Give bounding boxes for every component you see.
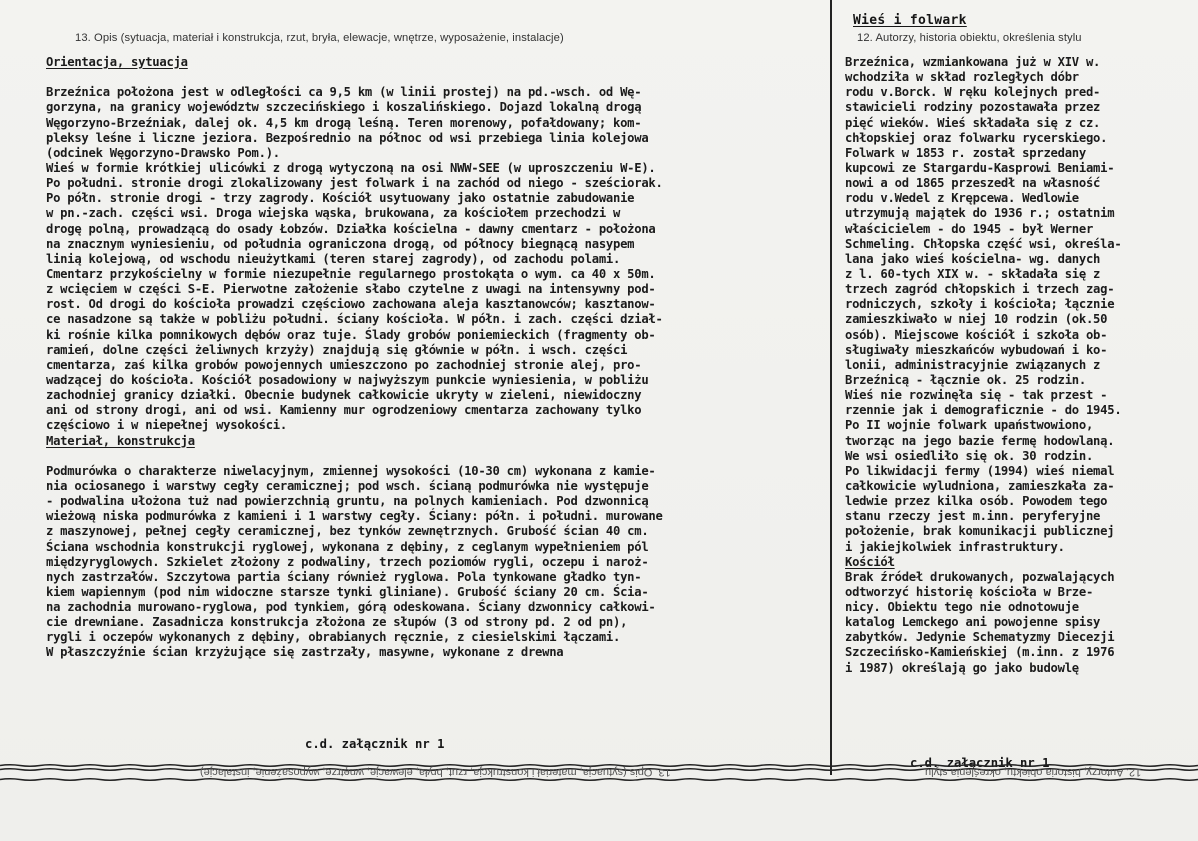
text-line: sługiwały mieszkańców wybudowań i ko- — [845, 342, 1108, 357]
text-line: Schmeling. Chłopska część wsi, określa- — [845, 236, 1122, 251]
text-line: pleksy leśne i liczne jeziora. Bezpośrednio na północ od wsi przebiega linia kolejowa — [46, 130, 649, 145]
text-line: tworząc na jego bazie fermę hodowlaną. — [845, 433, 1115, 448]
text-line: gorzyna, na granicy województw szczecińskiego i koszalińskiego. Dojazd lokalną drogą — [46, 100, 642, 115]
text-line: rodniczych, szkoły i kościoła; łącznie — [845, 297, 1115, 312]
text-line: cmentarza, zaś kilka grobów powojennych umieszczono po zachodniej stronie alej, pro- — [46, 357, 642, 372]
wavy-rule-bottom — [0, 778, 1198, 781]
text-line: nia ociosanego i warstwy cegły ceramicznej; pod wsch. ścianą podmurówka nie występuje — [46, 478, 649, 493]
text-line: i 1987) określają go jako budowlę — [845, 660, 1079, 675]
text-line: Cmentarz przykościelny w formie niezupełnie regularnego prostokąta o wym. ca 40 x 50m. — [46, 266, 656, 281]
text-line: wieżową niska podmurówka z kamieni i 1 warstwy cegły. Ściany: półn. i południ. murowane — [46, 509, 663, 524]
section-heading: Kościół — [845, 554, 895, 569]
history-text — [845, 55, 1121, 676]
text-line: nych zastrzałów. Szczytowa partia ściany również ryglowa. Pola tynkowane gładko tyn- — [46, 569, 642, 584]
text-line — [46, 449, 663, 464]
text-line: - podwalina ułożona tuż nad powierzchnią gruntu, na polnych kamieniach. Pod dzwonnicą — [46, 494, 649, 509]
text-line: Po południ. stronie drogi zlokalizowany jest folwark i na zachód od niego - sześciorak. — [46, 176, 663, 191]
text-line: i jakiejkolwiek infrastruktury. — [845, 539, 1065, 554]
text-line: katalog Lemckego ani powojenne spisy — [845, 615, 1101, 630]
right-section-title: Wieś i folwark — [853, 13, 967, 28]
text-line: ledwie przez kilka osób. Powodem tego — [845, 494, 1108, 509]
text-line: Po półn. stronie drogi - trzy zagrody. Kościół usytuowany jako ostatnie zabudowanie — [46, 191, 635, 206]
text-line: rzennie jak i demograficznie - do 1945. — [845, 403, 1122, 418]
text-line: nowi a od 1865 przeszedł na własność — [845, 176, 1101, 191]
text-line: w pn.-zach. części wsi. Droga wiejska wąska, brukowana, za kościołem przechodzi w — [46, 206, 621, 221]
text-line: Brzeźnica, wzmiankowana już w XIV w. — [845, 55, 1101, 69]
text-line: z l. 60-tych XIX w. - składała się z — [845, 266, 1101, 281]
text-line: częściowo i w niepełnej wysokości. — [46, 418, 287, 433]
text-line: trzech zagród chłopskich i trzech zag- — [845, 282, 1115, 297]
text-line: W płaszczyźnie ścian krzyżujące się zastrzały, masywne, wykonane z drewna — [46, 645, 564, 660]
mirrored-left-header: 13. Opis (sytuacja, materiał i konstrukcja, rzut, bryła, elewacje, wnętrze, wyposażenie, instalacje) — [200, 766, 671, 778]
text-line: ki rośnie kilka pomnikowych dębów oraz tuje. Ślady grobów poniemieckich (fragmenty ob- — [46, 327, 656, 342]
text-line: zamieszkiwało w niej 10 rodzin (ok.50 — [845, 312, 1108, 327]
text-line: na zachodnia murowano-ryglowa, pod tynkiem, górą odeskowana. Ściany dzwonnicy całkowi- — [46, 600, 656, 615]
text-line: utrzymują majątek do 1936 r.; ostatnim — [845, 206, 1115, 221]
text-line: na znacznym wyniesieniu, od południa ograniczona drogą, od północy biegnącą nasypem — [46, 236, 635, 251]
text-line: lonii, administracyjnie związanych z — [845, 357, 1101, 372]
text-line: położenie, brak komunikacji publicznej — [845, 524, 1115, 539]
text-line: osób). Miejscowe kościół i szkoła ob- — [845, 327, 1108, 342]
text-line: wadzącej do kościoła. Kościół posadowiony w najwyższym punkcie wyniesienia, w pobliżu — [46, 372, 649, 387]
text-line: chłopskiej oraz folwarku rycerskiego. — [845, 130, 1108, 145]
text-line: międzyryglowych. Szkielet złożony z podwaliny, trzech poziomów rygli, oczepu i naroż- — [46, 554, 649, 569]
text-line: kupcowi ze Stargardu-Kasprowi Beniami- — [845, 160, 1115, 175]
text-line: rodu v.Borck. W ręku kolejnych pred- — [845, 85, 1101, 100]
text-line: zachodniej granicy działki. Obecnie budynek całkowicie ukryty w zieleni, niewidoczny — [46, 388, 642, 403]
text-line: całkowicie wyludniona, zamieszkała za- — [845, 478, 1115, 493]
text-line: właścicielem - do 1945 - był Werner — [845, 221, 1094, 236]
text-line: wchodziła w skład rozległych dóbr — [845, 70, 1079, 85]
text-line: Szczecińsko-Kamieńskiej (m.inn. z 1976 — [845, 645, 1115, 660]
text-line: cie drewniane. Zasadnicza konstrukcja złożona ze słupów (3 od strony pd. 2 od pn), — [46, 615, 628, 630]
text-line: pięć wieków. Wieś składała się z cz. — [845, 115, 1101, 130]
section-heading: Orientacja, sytuacja — [46, 55, 188, 69]
text-line: Węgorzyno-Brzeźniak, dalej ok. 4,5 km drogą leśną. Teren morenowy, pofałdowany; kom- — [46, 115, 642, 130]
text-line: odtworzyć historię kościoła w Brze- — [845, 584, 1094, 599]
mirrored-right-header: 12. Autorzy, historia obiektu, określenia stylu — [925, 766, 1142, 778]
column-divider — [830, 0, 832, 775]
text-line: ani od strony drogi, ani od wsi. Kamienny mur ogrodzeniowy cmentarza zachowany tylko — [46, 403, 642, 418]
text-line: (odcinek Węgorzyno-Drawsko Pom.). — [46, 145, 280, 160]
text-line: Podmurówka o charakterze niwelacyjnym, zmiennej wysokości (10-30 cm) wykonana z kamie- — [46, 463, 656, 478]
text-line — [46, 70, 663, 85]
text-line: rodu v.Wedel z Krępcewa. Wedlowie — [845, 191, 1079, 206]
text-line: zabytków. Jedynie Schematyzmy Diecezji — [845, 630, 1115, 645]
text-line: Brzeźnica położona jest w odległości ca 9,5 km (w linii prostej) na pd.-wsch. od Wę- — [46, 85, 642, 100]
text-line: z wcięciem w części S-E. Pierwotne założenie słabo czytelne z uwagi na intensywny pod- — [46, 282, 656, 297]
left-continuation-note: c.d. załącznik nr 1 — [305, 737, 445, 751]
text-line: rygli i oczepów wykonanych z dębiny, obrabianych ręcznie, z ciesielskimi łączami. — [46, 630, 621, 645]
text-line: ramień, dolne części żeliwnych krzyży) znajdują się głównie w półn. i wsch. części — [46, 342, 628, 357]
text-line: Wieś nie rozwinęła się - tak przest - — [845, 388, 1108, 403]
text-line: We wsi osiedliło się ok. 30 rodzin. — [845, 448, 1094, 463]
description-text — [46, 55, 663, 661]
text-line: ce nasadzone są także w pobliżu południ. ściany kościoła. W półn. i zach. części dział- — [46, 312, 663, 327]
text-line: Ściana wschodnia konstrukcji ryglowej, wykonana z dębiny, z ceglanym wypełnieniem pól — [46, 539, 649, 554]
section-heading: Materiał, konstrukcja — [46, 433, 195, 448]
text-line: stawicieli rodziny pozostawała przez — [845, 100, 1101, 115]
text-line: Brzeźnicą - łącznie ok. 25 rodzin. — [845, 372, 1086, 387]
left-section-header: 13. Opis (sytuacja, materiał i konstrukcja, rzut, bryła, elewacje, wnętrze, wyposażenie, instalacje) — [75, 32, 564, 44]
form-bottom-edge — [0, 762, 1198, 782]
text-line: Brak źródeł drukowanych, pozwalających — [845, 569, 1115, 584]
text-line: stanu rzeczy jest m.inn. peryferyjne — [845, 509, 1101, 524]
text-line: rost. Od drogi do kościoła prowadzi częściowo zachowana aleja kasztanowców; kasztanow- — [46, 297, 656, 312]
text-line: linią kolejową, od wschodu nieużytkami (teren starej zagrody), od zachodu polami. — [46, 251, 621, 266]
text-line: Folwark w 1853 r. został sprzedany — [845, 145, 1086, 160]
text-line: z maszynowej, pełnej cegły ceramicznej, bez tynków zewnętrznych. Grubość ścian 40 cm. — [46, 524, 649, 539]
text-line: lana jako wieś kościelna- wg. danych — [845, 251, 1101, 266]
text-line: drogę polną, prowadzącą do osady Łobzów. Działka kościelna - dawny cmentarz - położona — [46, 221, 656, 236]
text-line: nicy. Obiektu tego nie odnotowuje — [845, 600, 1079, 615]
text-line: kiem wapiennym (pod nim widoczne starsze tynki gliniane). Grubość ściany 20 cm. Ścia- — [46, 584, 649, 599]
right-section-header: 12. Autorzy, historia obiektu, określenia stylu — [857, 32, 1082, 44]
right-continuation-note: c.d. załącznik nr 1 — [910, 756, 1050, 770]
text-line: Po likwidacji fermy (1994) wieś niemal — [845, 463, 1115, 478]
text-line: Wieś w formie krótkiej ulicówki z drogą wytyczoną na osi NWW-SEE (w uproszczeniu W-E). — [46, 160, 656, 175]
text-line: Po II wojnie folwark upaństwowiono, — [845, 418, 1094, 433]
